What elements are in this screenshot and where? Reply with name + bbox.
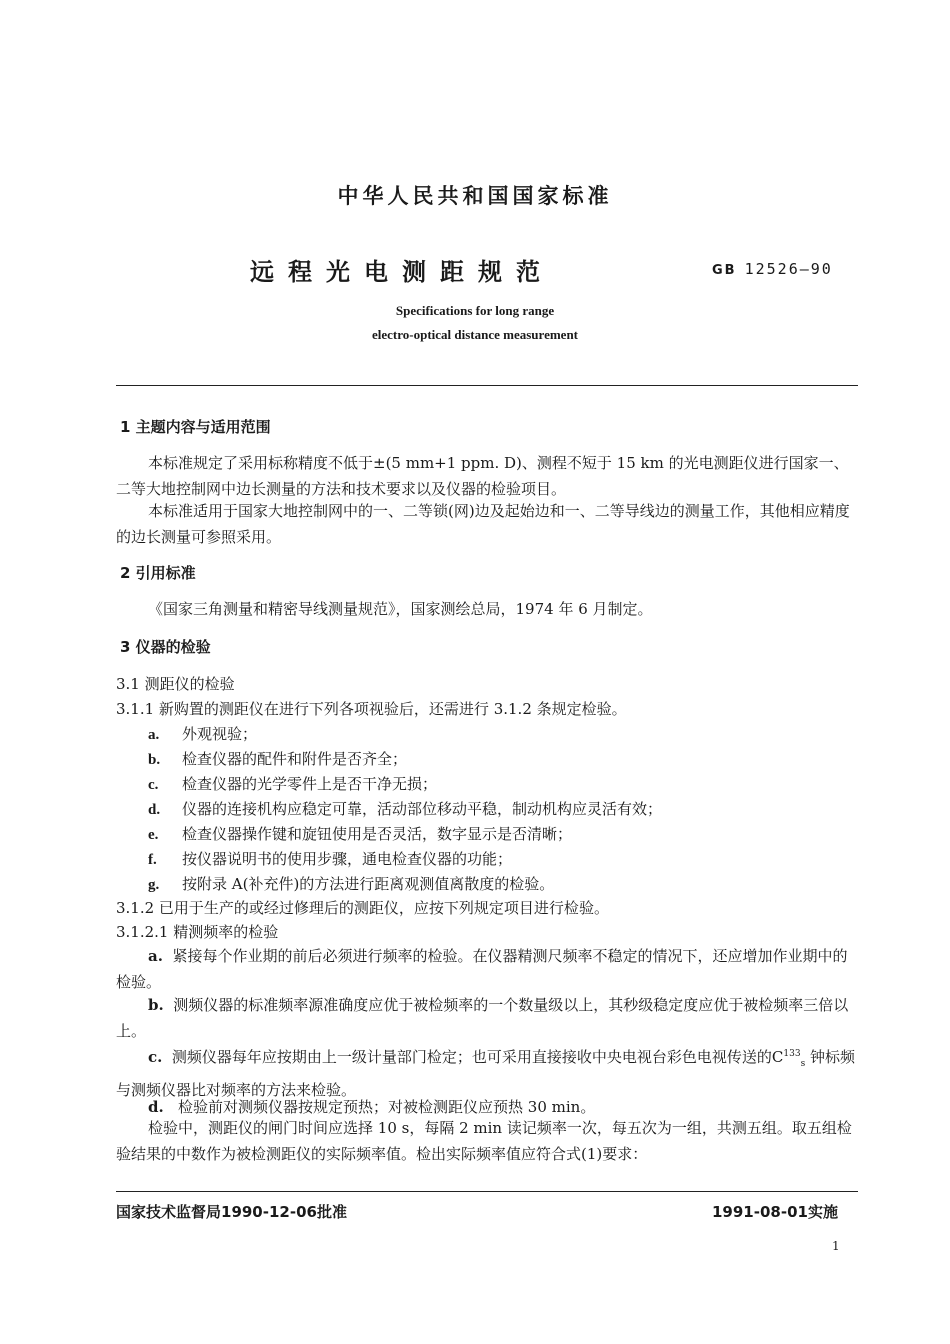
list-item-label: b. (148, 752, 161, 768)
cesium-superscript: 133 (783, 1049, 801, 1059)
list-item (148, 798, 662, 819)
list-item-label: f. (148, 852, 157, 868)
list-item-label: e. (148, 827, 159, 843)
paragraph-c (116, 1041, 856, 1103)
list-item-label: c. (148, 777, 159, 793)
paragraph-c-text-2: 钟标频与测频仪器比对频率的方法来检验。 (116, 1048, 855, 1099)
section-1-heading: 1 主题内容与适用范围 (120, 418, 271, 436)
paragraph-c-label: c. (148, 1048, 163, 1066)
gb-code: 12526—90 (744, 260, 833, 278)
list-item (148, 773, 437, 794)
approval-date: 国家技术监督局1990-12-06批准 (116, 1203, 347, 1221)
section-3-1-heading: 3.1 测距仪的检验 (116, 675, 235, 693)
section-3-heading: 3 仪器的检验 (120, 638, 211, 656)
english-title-line-1: Specifications for long range (395, 303, 555, 318)
list-item-label: d. (148, 802, 161, 818)
list-item (148, 723, 257, 744)
list-item (148, 873, 554, 894)
footer-divider (116, 1191, 858, 1192)
section-1-paragraph-2: 本标准适用于国家大地控制网中的一、二等锁(网)边及起始边和一、二等导线边的测量工作，其他相应精度的边长测量可参照采用。 (116, 502, 850, 546)
header-divider (116, 385, 858, 386)
standard-title: 中华人民共和国国家标准 (337, 184, 613, 208)
english-title-line-2: electro-optical distance measurement (371, 327, 579, 342)
list-item-text: 检查仪器的光学零件上是否干净无损； (182, 775, 438, 793)
document-title: 远程光电测距规范 (250, 258, 554, 286)
page-number: 1 (832, 1239, 840, 1253)
paragraph-c-text-1: 测频仪器每年应按期由上一级计量部门检定；也可采用直接接收中央电视台彩色电视传送的 (171, 1048, 772, 1066)
list-item (148, 823, 572, 844)
gb-prefix: GB (712, 263, 737, 278)
effective-date: 1991-08-01实施 (712, 1203, 838, 1221)
paragraph-d (148, 1096, 595, 1117)
section-1-paragraph-1: 本标准规定了采用标称精度不低于±(5 mm+1 ppm. D)、测程不短于 15 km 的光电测距仪进行国家一、二等大地控制网中边长测量的方法和技术要求以及仪器的检验项目。 (116, 454, 849, 498)
list-item-text: 按附录 A(补充件)的方法进行距离观测值离散度的检验。 (182, 875, 555, 893)
paragraph-b (116, 992, 856, 1044)
cesium-subscript: s (800, 1059, 806, 1069)
list-item-text: 外观视验； (182, 725, 258, 743)
list-item (148, 748, 407, 769)
paragraph-final: 检验中，测距仪的闸门时间应选择 10 s，每隔 2 min 读记频率一次，每五次为一组，共测五组。取五组检验结果的中数作为被检测距仪的实际频率值。检出实际频率值应符合式(1)要求： (116, 1119, 852, 1163)
paragraph-a-text: 紧接每个作业期的前后必须进行频率的检验。在仪器精测尺频率不稳定的情况下，还应增加作业期中的检验。 (116, 947, 848, 991)
paragraph-b-label: b. (148, 996, 164, 1014)
list-item-label: a. (148, 727, 160, 743)
paragraph-d-label: d. (148, 1098, 164, 1116)
paragraph-a-label: a. (148, 947, 163, 965)
section-2-heading: 2 引用标准 (120, 564, 196, 582)
list-item-label: g. (148, 877, 160, 893)
cesium-symbol: C (771, 1048, 784, 1066)
paragraph-a (116, 943, 856, 995)
list-item-text: 仪器的连接机构应稳定可靠，活动部位移动平稳，制动机构应灵活有效； (182, 800, 663, 818)
list-item-text: 检查仪器操作键和旋钮使用是否灵活，数字显示是否清晰； (182, 825, 573, 843)
gb-number (712, 260, 833, 278)
section-2-paragraph: 《国家三角测量和精密导线测量规范》，国家测绘总局，1974 年 6 月制定。 (148, 600, 653, 618)
list-item-text: 按仪器说明书的使用步骤，通电检查仪器的功能； (182, 850, 513, 868)
section-3-1-1: 3.1.1 新购置的测距仪在进行下列各项视验后，还需进行 3.1.2 条规定检验。 (116, 700, 627, 718)
section-3-1-2: 3.1.2 已用于生产的或经过修理后的测距仪，应按下列规定项目进行检验。 (116, 899, 609, 917)
section-3-1-2-1: 3.1.2.1 精测频率的检验 (116, 923, 279, 941)
paragraph-b-text: 测频仪器的标准频率源准确度应优于被检频率的一个数量级以上，其秒级稳定度应优于被检频率三倍以上。 (116, 996, 849, 1040)
list-item (148, 848, 512, 869)
paragraph-d-text: 检验前对测频仪器按规定预热；对被检测距仪应预热 30 min。 (178, 1098, 596, 1116)
list-item-text: 检查仪器的配件和附件是否齐全； (182, 750, 408, 768)
